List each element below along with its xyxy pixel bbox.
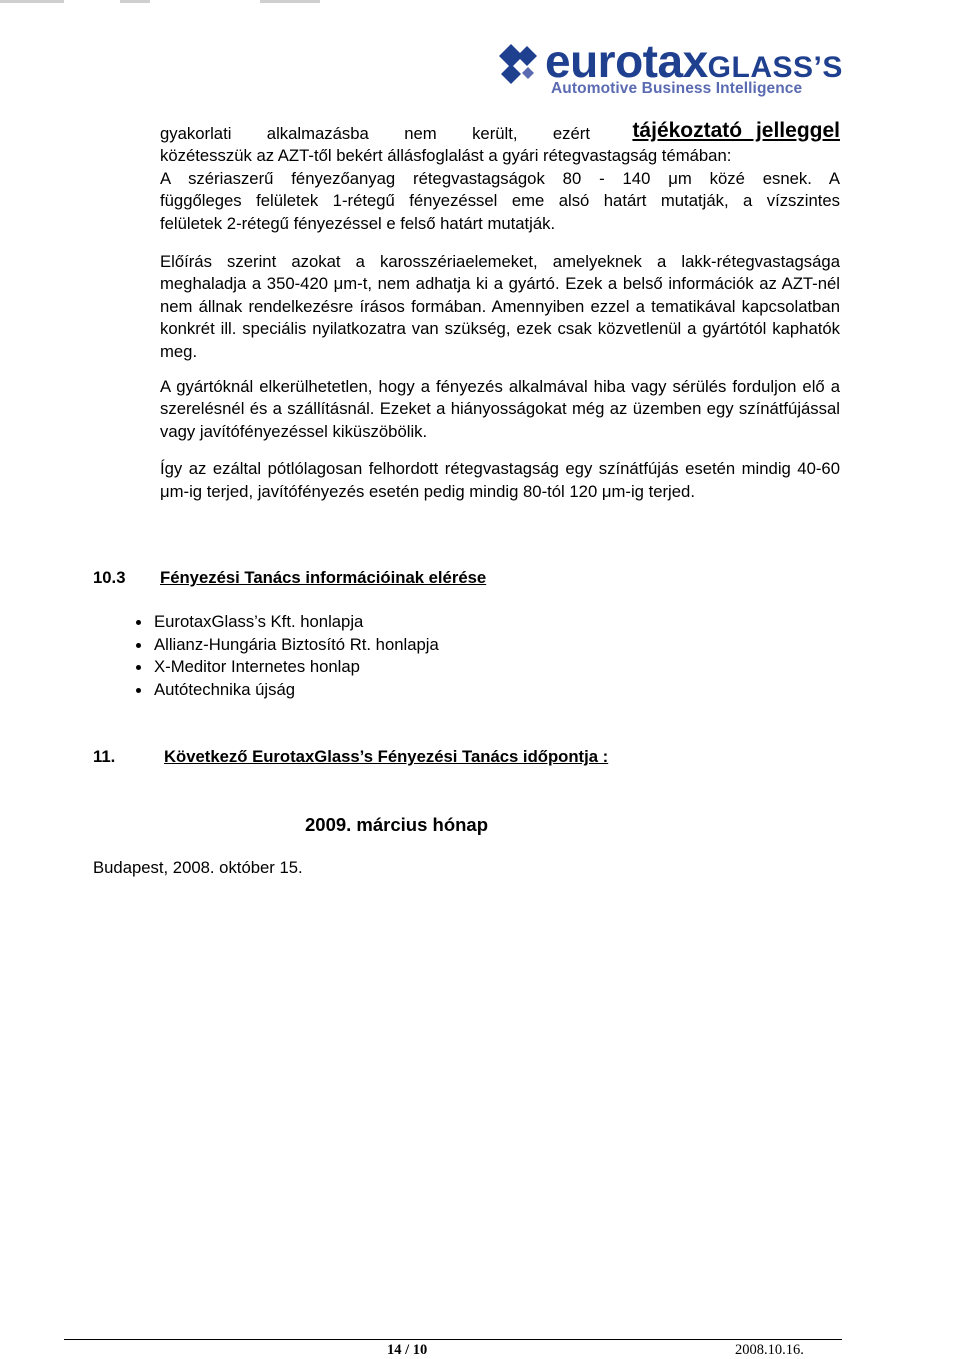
paragraph-regulation: Előírás szerint azokat a karosszériaelemeket, amelyeknek a lakk-rétegvastagsága meghaladja a 350-420 μm-t, nem adhatja ki a gyártó. Ezek a belső információk az AZT-nél nem állnak rendelkezésre írásos formában. Amennyiben ezzel a tematikával kapcsolatban konkrét ill. speciális nyilatkozatra van szükség, ezek csak közvetlenül a gyártótól kaphatók meg. xyxy=(160,252,840,361)
logo-diamond-icon xyxy=(497,42,545,88)
logo-word-main: eurotax xyxy=(545,35,708,87)
list-item xyxy=(132,679,439,702)
top-scan-line xyxy=(0,0,960,10)
p1-line4: függőleges felületek 1-rétegű fényezéssel eme alsó határt mutatják, a vízszintes xyxy=(160,191,840,211)
list-item-label: Allianz-Hungária Biztosító Rt. honlapja xyxy=(154,634,439,654)
list-item xyxy=(132,634,439,657)
section-10-title: Fényezési Tanács információinak elérése xyxy=(160,568,487,587)
place-and-date: Budapest, 2008. október 15. xyxy=(93,858,303,877)
next-session-date: 2009. március hónap xyxy=(305,814,489,835)
list-item-label: X-Meditor Internetes honlap xyxy=(154,657,360,677)
p1-line2: közétesszük az AZT-től bekért állásfoglalást a gyári rétegvastagság témában: xyxy=(160,146,732,166)
paragraph-manufacturers: A gyártóknál elkerülhetetlen, hogy a fényezés alkalmával hiba vagy sérülés forduljon elő a szerelésnél és a szállításnál. Ezeket a hiányosságokat még az üzemben egy színátfújással vagy javítófényezéssel kiküszöbölik. xyxy=(160,377,840,441)
section-11-heading xyxy=(93,747,609,767)
paragraph-aztt-statement xyxy=(160,119,840,235)
p1-emphasis: tájékoztató jelleggel xyxy=(632,119,840,142)
logo-tagline: Automotive Business Intelligence xyxy=(551,80,803,97)
eurotaxglass-logo xyxy=(497,35,843,102)
p1-line5: felületek 2-rétegű fényezéssel e felső határt mutatják. xyxy=(160,213,556,233)
section-11-number: 11. xyxy=(93,747,116,766)
footer-divider xyxy=(64,1339,842,1340)
footer-date: 2008.10.16. xyxy=(735,1342,804,1358)
page-number: 14 / 10 xyxy=(387,1342,428,1358)
section-10-heading xyxy=(93,568,487,588)
p1-line1: gyakorlati alkalmazásba nem került, ezért xyxy=(160,124,590,143)
list-item-label: Autótechnika újság xyxy=(154,679,296,699)
bullet-icon xyxy=(136,620,141,625)
paragraph-layer-thickness: Így az ezáltal pótlólagosan felhordott rétegvastagság egy színátfújás esetén mindig 40-60 μm-ig terjed, javítófényezés esetén pedig mindig 80-tól 120 μm-ig terjed. xyxy=(160,459,840,502)
list-item xyxy=(132,656,439,679)
section-11-title: Következő EurotaxGlass’s Fényezési Tanács időpontja : xyxy=(164,747,609,766)
p1-line3: A szériaszerű fényezőanyag rétegvastagságok 80 - 140 μm közé esnek. A xyxy=(160,168,840,188)
bullet-icon xyxy=(136,643,141,648)
logo-word-caps: GLASS’S xyxy=(707,51,843,84)
bullet-icon xyxy=(136,665,141,670)
list-item xyxy=(132,611,439,634)
list-item-label: EurotaxGlass’s Kft. honlapja xyxy=(154,612,364,631)
bullet-icon xyxy=(136,688,141,693)
info-sources-list xyxy=(132,611,439,701)
section-10-number: 10.3 xyxy=(93,568,126,587)
